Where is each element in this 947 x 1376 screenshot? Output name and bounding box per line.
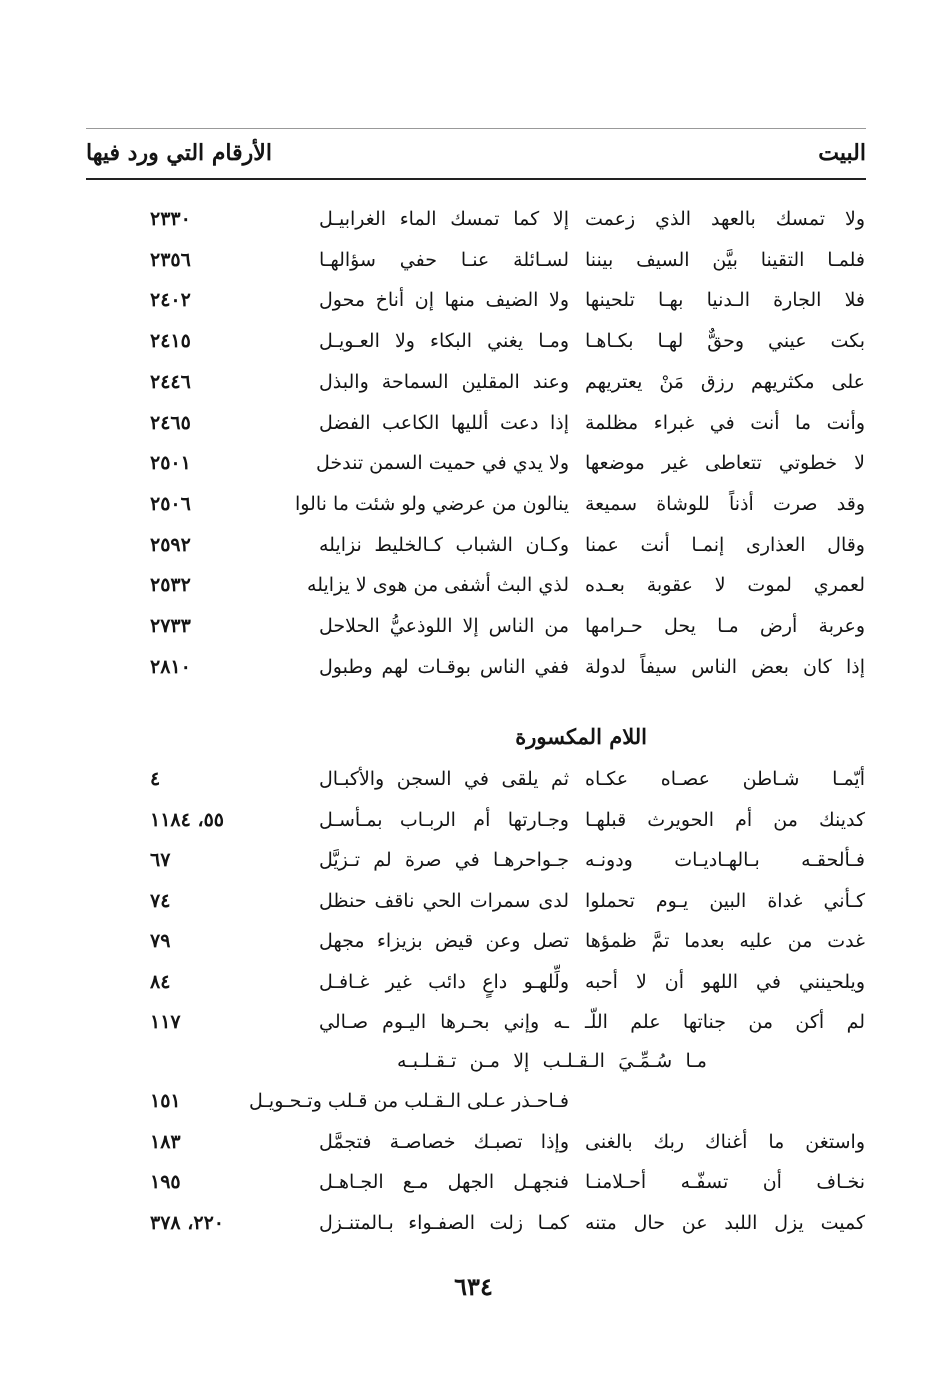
- verse-row: [0, 1125, 947, 1159]
- verse-row: [0, 528, 947, 562]
- reference-numbers: ١٨٣: [150, 1130, 181, 1153]
- verse-row: [0, 762, 947, 796]
- reference-numbers: ٧٩: [150, 930, 171, 952]
- second-hemistich: ولِّلهـو داعٍ دائب غير غـافـل: [319, 970, 569, 993]
- second-hemistich: وعند المقلين السماحة والبذل: [319, 370, 569, 393]
- first-hemistich: وعربة أرض مـا يحل حـرامها: [585, 615, 865, 637]
- reference-numbers: ٢٧٣٣: [150, 615, 191, 637]
- first-hemistich: غدت من عليه بعدما تمَّ ظمؤها: [585, 930, 865, 952]
- reference-numbers: ١٩٥: [150, 1171, 181, 1193]
- first-hemistich: على مكثريهم رزق مَنْ يعتريهم: [585, 370, 865, 393]
- first-hemistich: إذا كان بعض الناس سيفاً لدولة: [585, 655, 865, 678]
- verse-row: [0, 243, 947, 277]
- first-hemistich: كميت يزل اللبد عن حال متنه: [585, 1211, 865, 1234]
- header-divider: [86, 178, 866, 180]
- reference-numbers: ٥٥، ١١٨٤: [150, 808, 224, 831]
- first-hemistich: نخـاف أن تسفّـه أحـلامنـا: [585, 1171, 865, 1193]
- second-hemistich: ينالون من عرضي ولو شئت ما نالوا: [294, 492, 569, 515]
- header-verse-label: البيت: [818, 140, 866, 166]
- verse-row: [0, 843, 947, 877]
- verse-row: [0, 924, 947, 958]
- reference-numbers: ٢٤١٥: [150, 330, 191, 353]
- reference-numbers: ٢٣٥٦: [150, 248, 191, 271]
- second-hemistich: وكـان الشباب كـالخليط نزايله: [319, 533, 569, 556]
- second-hemistich: ـه وإني بحـرها اليـوم صـالي: [319, 1011, 569, 1033]
- first-hemistich: بكت عيني وحقٌّ لهـا بكـاهـا: [585, 330, 865, 353]
- reference-numbers: ٢٤٠٢: [150, 289, 191, 312]
- first-hemistich: لا خطوتي تتعاطى غير موضعها: [585, 452, 865, 475]
- second-hemistich: لذي البث أشفى من هوى لا يزايله: [307, 574, 569, 597]
- top-divider: [86, 128, 866, 129]
- first-hemistich: فلمـا التقينا بيَّن السيف بيننا: [585, 248, 865, 271]
- second-hemistich: جـواحرهـا في صرة لم تـزيَّل: [319, 849, 569, 871]
- reference-numbers: ٢٥٣٢: [150, 574, 191, 597]
- second-hemistich: فنجهـل الجهل مـع الجـاهـل: [319, 1171, 569, 1193]
- second-hemistich: إذا دعت ألليها الكاعب الفضل: [319, 411, 569, 434]
- reference-numbers: ٢٥٩٢: [150, 533, 191, 556]
- second-hemistich: ولا يدي في حميت السمن تندخل: [316, 452, 569, 475]
- verse-row: [0, 965, 947, 999]
- reference-numbers: ٤: [150, 768, 161, 790]
- continuation-row: [0, 1044, 947, 1078]
- reference-numbers: ٢٢٠، ٣٧٨: [150, 1211, 224, 1234]
- first-hemistich: ولا تمسك بالعهد الذي زعمت: [585, 208, 865, 230]
- first-hemistich: كـأني غداة البين يـوم تحملوا: [585, 889, 865, 912]
- reference-numbers: ٧٤: [150, 889, 171, 912]
- first-hemistich: وأنت ما أنت في غبراء مظلمة: [585, 411, 865, 434]
- verse-row: [0, 202, 947, 236]
- verse-row: [0, 650, 947, 684]
- second-hemistich: لدى سمرات الحي ناقف حنظل: [319, 889, 569, 912]
- reference-numbers: ٢٥٠٦: [150, 492, 191, 515]
- first-hemistich: أيّمـا شـاطن عصـاه عكـاه: [585, 768, 865, 790]
- second-hemistich: كمـا زلت الصفـواء بـالمتنـزل: [319, 1211, 569, 1234]
- first-hemistich: فلا الجارة الـدنيا بهـا تلحينها: [585, 289, 865, 312]
- first-hemistich: كدينك من أم الحويرث قبلهـا: [585, 808, 865, 831]
- verse-row: [0, 1206, 947, 1240]
- verse-row: [0, 406, 947, 440]
- first-hemistich: لعمري لموت لا عقوبة بعـده: [585, 574, 865, 597]
- verse-row: [0, 446, 947, 480]
- verse-row: [0, 884, 947, 918]
- verse-row: [0, 365, 947, 399]
- verse-row: [0, 283, 947, 317]
- verse-row: [0, 609, 947, 643]
- verse-row: [0, 803, 947, 837]
- first-hemistich: لم أكن من جناتها علم اللّـ: [585, 1011, 865, 1033]
- verse-row: [0, 324, 947, 358]
- verse-row: [0, 1005, 947, 1039]
- first-hemistich: وقال العذارى إنمـا أنت عمنا: [585, 533, 865, 556]
- first-hemistich: واستغن ما أغناك ربك بالغنى: [585, 1130, 865, 1153]
- column-header: [86, 140, 866, 176]
- reference-numbers: ١٥١: [150, 1090, 181, 1112]
- reference-numbers: ٢٨١٠: [150, 655, 191, 678]
- second-hemistich: من الناس إلا اللوذعيُّ الحلاحل: [319, 615, 569, 637]
- reference-numbers: ٦٧: [150, 849, 171, 871]
- verse-row: [0, 568, 947, 602]
- first-hemistich: وقد صرت أذناً للوشاة سميعة: [585, 492, 865, 515]
- first-hemistich: ويلحينني في اللهو أن لا أحبه: [585, 970, 865, 993]
- second-hemistich: ولا الضيف منها إن أناخ محول: [319, 289, 569, 312]
- section-title: اللام المكسورة: [515, 724, 647, 749]
- continuation-hemistich: مـا سُـمِّـيَ الـقـلـب إلا مـن تـقـلـبـه: [397, 1050, 707, 1072]
- second-hemistich: ففي الناس بوقـات لهم وطبول: [319, 655, 569, 678]
- verse-row: [0, 1084, 947, 1118]
- reference-numbers: ١١٧: [150, 1011, 181, 1033]
- second-hemistich: تصل وعن قيض بزيزاء مجهل: [319, 930, 569, 952]
- second-hemistich: وجـارتها أم الربـاب بمـأسـل: [319, 808, 569, 831]
- reference-numbers: ٢٤٤٦: [150, 370, 191, 393]
- verse-row: [0, 487, 947, 521]
- second-hemistich: لسـائلة عنـا حفي سؤالهـا: [319, 248, 569, 271]
- verse-row: [0, 1165, 947, 1199]
- reference-numbers: ٢٣٣٠: [150, 208, 191, 230]
- reference-numbers: ٨٤: [150, 970, 171, 993]
- second-hemistich: وإذا تصبـك خصاصـة فتجمَّل: [319, 1130, 569, 1153]
- second-hemistich: ثم يلقى في السجن والأكبـال: [319, 768, 569, 790]
- reference-numbers: ٢٤٦٥: [150, 411, 191, 434]
- header-numbers-label: الأرقام التي ورد فيها: [86, 140, 272, 166]
- page-number: ٦٣٤: [454, 1272, 493, 1301]
- reference-numbers: ٢٥٠١: [150, 452, 191, 475]
- second-hemistich: إلا كما تمسك الماء الغرابيـل: [319, 208, 569, 230]
- second-hemistich: فـاحـذر عـلى الـقـلب من قـلب وتـحـويـل: [248, 1090, 569, 1112]
- first-hemistich: فـألحقـه بـالهـاديـات ودونـه: [585, 849, 865, 871]
- second-hemistich: ومـا يغني البكاء ولا العـويـل: [319, 330, 569, 353]
